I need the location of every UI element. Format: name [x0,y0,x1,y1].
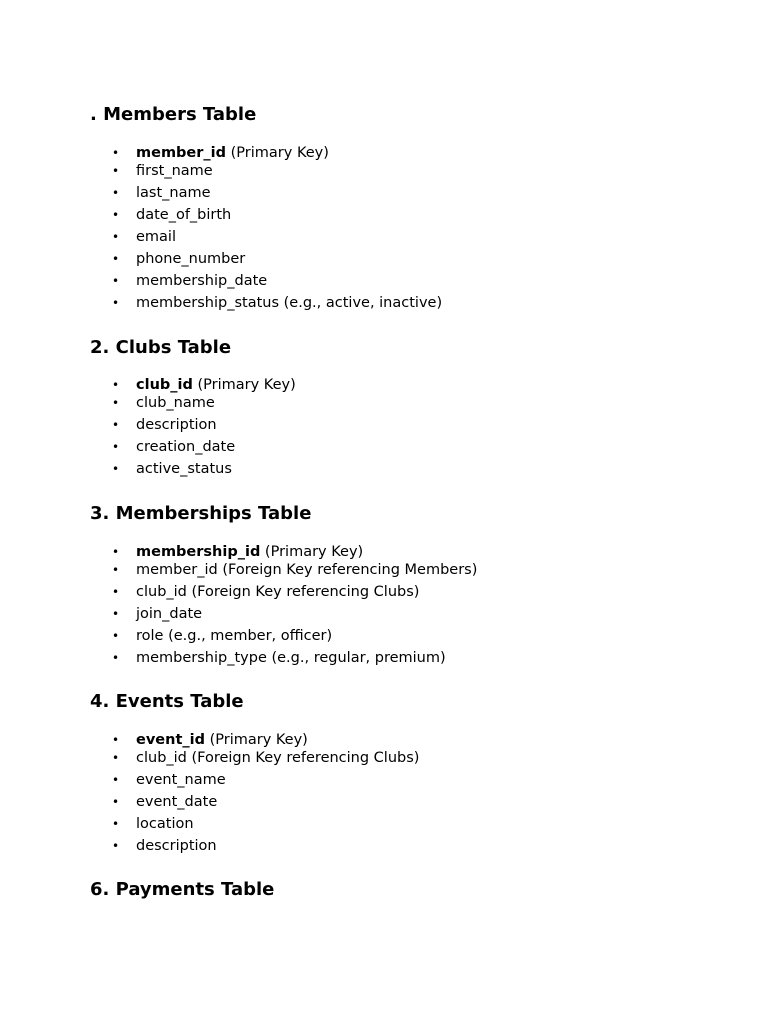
field-name: club_name [136,395,215,411]
bullet-icon: • [112,733,120,747]
bullet-icon: • [112,296,120,310]
list-item [90,604,730,626]
field-name: membership_type (e.g., regular, premium) [136,650,446,666]
bullet-icon: • [112,629,120,643]
list-item [90,183,730,205]
payments-section [90,879,730,901]
field-list [90,375,730,481]
field-name: member_id (Foreign Key referencing Members) [136,562,478,578]
list-item [90,542,730,560]
field-name: description [136,838,217,854]
list-item [90,560,730,582]
list-item [90,205,730,227]
bullet-icon: • [112,462,120,476]
list-item [90,375,730,393]
list-item [90,459,730,481]
primary-key-note: (Primary Key) [226,145,329,161]
bullet-icon: • [112,817,120,831]
bullet-icon: • [112,651,120,665]
primary-key-name: event_id [136,732,205,748]
list-item [90,792,730,814]
primary-key-name: member_id [136,145,227,161]
field-name: event_date [136,794,218,810]
bullet-icon: • [112,795,120,809]
bullet-icon: • [112,146,120,160]
field-name: description [136,417,217,433]
list-item [90,730,730,748]
list-item [90,648,730,670]
bullet-icon: • [112,252,120,266]
field-name: phone_number [136,251,246,267]
field-name: membership_date [136,273,268,289]
primary-key-note: (Primary Key) [204,732,308,748]
field-list [90,542,730,670]
section-title: 4. Events Table [90,691,244,712]
memberships-section [90,503,730,670]
field-name: last_name [136,185,211,201]
clubs-section [90,337,730,481]
field-name: date_of_birth [136,207,232,223]
bullet-icon: • [112,378,120,392]
bullet-icon: • [112,274,120,288]
bullet-icon: • [112,545,120,559]
list-item [90,393,730,415]
bullet-icon: • [112,164,120,178]
field-name: first_name [136,163,213,179]
field-name: join_date [136,606,203,622]
list-item [90,748,730,770]
members-section [90,104,730,315]
list-item [90,626,730,648]
list-item [90,437,730,459]
field-name: creation_date [136,439,236,455]
bullet-icon: • [112,607,120,621]
field-list [90,143,730,315]
field-name: membership_status (e.g., active, inactive) [136,295,443,311]
field-name: club_id (Foreign Key referencing Clubs) [136,750,420,766]
list-item [90,161,730,183]
list-item [90,271,730,293]
bullet-icon: • [112,418,120,432]
list-item [90,770,730,792]
list-item [90,582,730,604]
primary-key-name: membership_id [136,544,261,560]
field-name: club_id (Foreign Key referencing Clubs) [136,584,420,600]
section-title: . Members Table [90,104,257,125]
section-title: 3. Memberships Table [90,503,312,524]
bullet-icon: • [112,440,120,454]
field-list [90,730,730,858]
list-item [90,415,730,437]
field-name: role (e.g., member, officer) [136,628,333,644]
primary-key-note: (Primary Key) [260,544,364,560]
bullet-icon: • [112,230,120,244]
events-section [90,691,730,858]
field-name: event_name [136,772,226,788]
primary-key-note: (Primary Key) [192,377,296,393]
bullet-icon: • [112,563,120,577]
bullet-icon: • [112,208,120,222]
list-item [90,814,730,836]
bullet-icon: • [112,773,120,787]
field-name: active_status [136,461,232,477]
bullet-icon: • [112,186,120,200]
section-title: 6. Payments Table [90,879,275,900]
list-item [90,836,730,858]
primary-key-name: club_id [136,377,193,393]
field-name: email [136,229,176,245]
section-title: 2. Clubs Table [90,337,232,358]
list-item [90,293,730,315]
field-name: location [136,816,194,832]
list-item [90,143,730,161]
bullet-icon: • [112,751,120,765]
bullet-icon: • [112,396,120,410]
bullet-icon: • [112,839,120,853]
bullet-icon: • [112,585,120,599]
list-item [90,249,730,271]
list-item [90,227,730,249]
